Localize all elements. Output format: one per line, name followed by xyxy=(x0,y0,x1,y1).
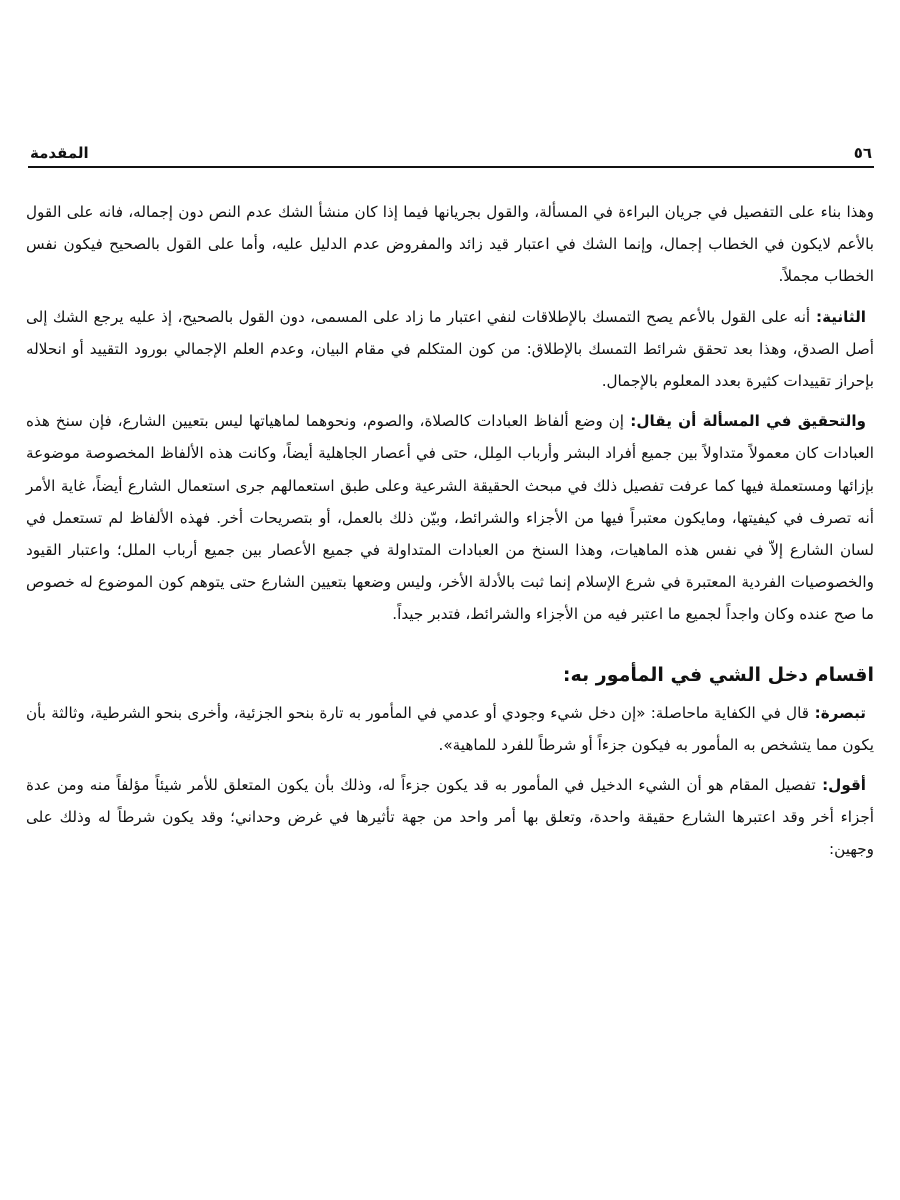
page-number: ٥٦ xyxy=(853,144,872,162)
paragraph-lead: تبصرة: xyxy=(808,703,866,722)
header-rule xyxy=(28,166,874,168)
paragraph-text: تفصيل المقام هو أن الشيء الدخيل في المأمور به قد يكون جزءاً له، وذلك بأن يكون المتعلق للأمر شيئاً مؤلفاً منه ومن عدة أجزاء أخر وقد اعتبرها الشارع حقيقة واحدة، وتعلق بها أمر واحد من جهة تأثيرها في غرض وحداني؛ وقد يكون شرطاً له وذلك على وجهين: xyxy=(26,776,874,859)
paragraph-1 xyxy=(26,196,874,293)
paragraph-lead: والتحقيق في المسألة أن يقال: xyxy=(624,412,867,431)
section-heading: اقسام دخل الشي في المأمور به: xyxy=(562,663,874,686)
section-paragraph-1 xyxy=(26,697,874,761)
paragraph-text: قال في الكفاية ماحاصلة: «إن دخل شيء وجودي أو عدمي في المأمور به تارة بنحو الجزئية، وأخرى بنحو الشرطية، وثالثة بأن يكون مما يتشخص به المأمور به فيكون جزءاً أو شرطاً للفرد للماهية». xyxy=(26,703,874,754)
paragraph-lead: أقول: xyxy=(815,776,866,795)
running-header xyxy=(30,138,872,162)
chapter-title: المقدمة xyxy=(30,144,89,162)
paragraph-lead: الثانية: xyxy=(810,307,866,326)
paragraph-text: إن وضع ألفاظ العبادات كالصلاة، والصوم، ونحوهما لماهياتها ليس بتعيين الشارع، فإن سنخ هذه العبادات كان معمولاً متداولاً بين جميع أفراد البشر وأرباب المِلل، حتى في أعصار الجاهلية أيضاً، وكانت هذه الألفاظ المخصوصة موضوعة بإزائها ومستعملة فيها كما عرفت تفصيل ذلك في مبحث الحقيقة الشرعية وعلى طبق استعمالهم جرى استعمال الشارع أيضاً، غاية الأمر أنه تصرف في كيفيتها، ومايكون معتبراً فيها من الأجزاء والشرائط، وبيّن ذلك بالعمل، أو بتصريحات أخر. فهذه الألفاظ لم تستعمل في لسان الشارع إلاّ في نفس هذه الماهيات، وهذا السنخ من العبادات المتداولة في جميع الأعصار بين جميع أرباب الملل؛ واعتبار القيود والخصوصيات الفردية المعتبرة في شرع الإسلام إنما ثبت بالأدلة الأخر، وليس وضعها بتعيين الشارع حتى يتوهم كون الموضوع له خصوص ما صح عنده وكان واجداً لجميع ما اعتبر فيه من الأجزاء والشرائط، فتدبر جيداً. xyxy=(26,412,874,624)
paragraph-2 xyxy=(26,301,874,398)
paragraph-3 xyxy=(26,405,874,630)
body-text xyxy=(26,196,874,874)
section-paragraph-2 xyxy=(26,769,874,866)
paragraph-text: وهذا بناء على التفصيل في جريان البراءة في المسألة، والقول بجريانها فيما إذا كان منشأ الشك عدم النص دون إجماله، فانه على القول بالأعم لايكون في الخطاب إجمال، وإنما الشك في اعتبار قيد زائد والمفروض عدم الدليل عليه، وأما على القول بالصحيح فيكون نفس الخطاب مجملاً. xyxy=(26,203,874,286)
paragraph-text: أنه على القول بالأعم يصح التمسك بالإطلاقات لنفي اعتبار ما زاد على المسمى، دون القول بالصحيح، إذ عليه يرجع الشك إلى أصل الصدق، وهذا بعد تحقق شرائط التمسك بالإطلاق: من كون المتكلم في مقام البيان، وعدم العلم الإجمالي بورود التقييد أو انحلاله بإحراز تقييدات كثيرة بعدد المعلوم بالإجمال. xyxy=(26,307,874,391)
